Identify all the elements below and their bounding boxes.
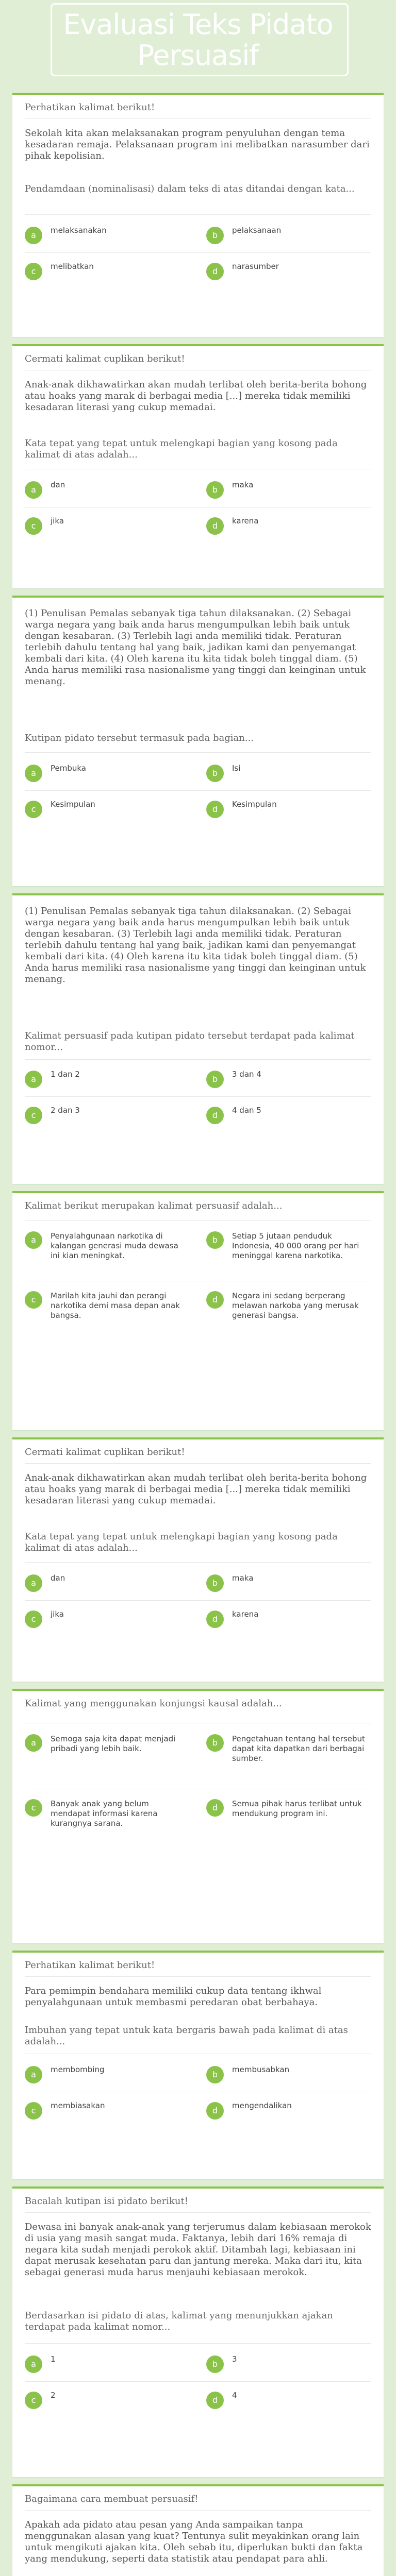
question-title: Cermati kalimat cuplikan berikut!	[25, 353, 185, 364]
question-title: Bagaimana cara membuat persuasif!	[25, 2494, 199, 2504]
question-prompt: Kalimat berikut merupakan kalimat persuasif adalah...	[25, 1200, 283, 1211]
option-d[interactable]: d mengendalikan	[206, 2099, 371, 2123]
option-c[interactable]: c Banyak anak yang belum mendapat informasi karena kurangnya sarana.	[25, 1797, 190, 1849]
option-c[interactable]: c Marilah kita jauhi dan perangi narkotika demi masa depan anak bangsa.	[25, 1289, 190, 1335]
option-c[interactable]: c 2	[25, 2388, 190, 2412]
question-prompt: Kalimat yang menggunakan konjungsi kausal adalah...	[25, 1698, 282, 1709]
option-a[interactable]: a 1 dan 2	[25, 1067, 190, 1091]
option-c[interactable]: c melibatkan	[25, 260, 190, 283]
question-prompt: Kata tepat yang tepat untuk melengkapi bagian yang kosong pada kalimat di atas adalah...	[25, 438, 338, 460]
question-prompt: Kutipan pidato tersebut termasuk pada bagian...	[25, 733, 254, 743]
question-card-2	[12, 344, 384, 588]
option-d[interactable]: d Kesimpulan	[206, 798, 371, 821]
page-title-line-2: Persuasif	[137, 39, 259, 72]
option-d[interactable]: d Semua pihak harus terlibat untuk mendukung program ini.	[206, 1797, 371, 1849]
option-letter-d: d	[206, 263, 224, 280]
option-c[interactable]: c jika	[25, 1607, 190, 1631]
option-a[interactable]: a Semoga saja kita dapat menjadi pribadi yang lebih baik.	[25, 1732, 190, 1784]
option-d[interactable]: d narasumber	[206, 260, 371, 283]
question-prompt: Pendamdaan (nominalisasi) dalam teks di atas ditandai dengan kata...	[25, 183, 355, 194]
question-prompt: Imbuhan yang tepat untuk kata bergaris bawah pada kalimat di atas adalah...	[25, 2025, 348, 2047]
question-prompt: Berdasarkan isi pidato di atas, kalimat yang menunjukkan ajakan terdapat pada kalimat nomor...	[25, 2310, 333, 2332]
question-prompt: Kalimat persuasif pada kutipan pidato tersebut terdapat pada kalimat nomor...	[25, 1030, 355, 1053]
question-card-8	[12, 1951, 384, 2179]
option-a[interactable]: a Penyalahgunaan narkotika di kalangan generasi muda dewasa ini kian meningkat.	[25, 1229, 190, 1276]
option-a[interactable]: a Pembuka	[25, 761, 190, 785]
question-title: Perhatikan kalimat berikut!	[25, 102, 155, 113]
question-card-3	[12, 596, 384, 886]
option-b[interactable]: b maka	[206, 1571, 371, 1595]
option-d[interactable]: d 4	[206, 2388, 371, 2412]
option-d[interactable]: d 4 dan 5	[206, 1104, 371, 1127]
option-letter-c: c	[25, 263, 42, 280]
option-b[interactable]: b Setiap 5 jutaan penduduk Indonesia, 40 000 orang per hari meninggal karena narkotika.	[206, 1229, 371, 1276]
question-passage: Anak-anak dikhawatirkan akan mudah terlibat oleh berita-berita bohong atau hoaks yang marak di berbagai media [...] mereka tidak memiliki kesadaran literasi yang cukup memadai.	[25, 379, 367, 413]
question-card-7	[12, 1689, 384, 1943]
option-a[interactable]: a dan	[25, 1571, 190, 1595]
question-card-9	[12, 2187, 384, 2477]
question-passage: Apakah ada pidato atau pesan yang Anda sampaikan tanpa menggunakan alasan yang kuat? Tentunya sulit meyakinkan orang lain untuk mengikuti ajakan kita. Oleh sebab itu, diperlukan bukti dan fakta yang mendukung, seperti data statistik atau pendapat para ahli.	[25, 2519, 363, 2564]
option-b[interactable]: b 3 dan 4	[206, 1067, 371, 1091]
option-b[interactable]: b 3	[206, 2352, 371, 2376]
option-b[interactable]: b maka	[206, 478, 371, 502]
option-c[interactable]: c jika	[25, 514, 190, 538]
option-b[interactable]: b Isi	[206, 761, 371, 785]
option-letter-a: a	[25, 227, 42, 244]
question-title: Cermati kalimat cuplikan berikut!	[25, 1447, 185, 1458]
option-d[interactable]: d Negara ini sedang berperang melawan narkoba yang merusak generasi bangsa.	[206, 1289, 371, 1335]
question-passage: (1) Penulisan Pemalas sebanyak tiga tahun dilaksanakan. (2) Sebagai warga negara yang baik anda harus mengumpulkan lebih baik untuk dengan kesabaran. (3) Terlebih lagi anda memiliki tidak. Peraturan terlebih dahulu tentang hal yang baik, jadikan kami dan penyemangat kembali dari kita. (4) Oleh karena itu kita tidak boleh tinggal diam. (5) Anda harus memiliki rasa nasionalisme yang tinggi dan keinginan untuk menang.	[25, 608, 366, 687]
page-header	[51, 3, 345, 73]
question-card-5	[12, 1191, 384, 1430]
option-d[interactable]: d karena	[206, 1607, 371, 1631]
question-passage: Para pemimpin bendahara memiliki cukup data tentang ikhwal penyalahgunaan untuk membasmi peredaran obat berbahaya.	[25, 1986, 322, 2008]
question-card-10	[12, 2484, 384, 2576]
question-card-1	[12, 93, 384, 337]
option-c[interactable]: c 2 dan 3	[25, 1104, 190, 1127]
option-letter-b: b	[206, 227, 224, 244]
option-a[interactable]: a melaksanakan	[25, 224, 190, 247]
option-a[interactable]: a 1	[25, 2352, 190, 2376]
question-card-6	[12, 1437, 384, 1682]
question-card-4	[12, 893, 384, 1184]
question-title: Perhatikan kalimat berikut!	[25, 1960, 155, 1971]
question-prompt: Kata tepat yang tepat untuk melengkapi bagian yang kosong pada kalimat di atas adalah...	[25, 1531, 338, 1553]
page-title-line-1: Evaluasi Teks Pidato	[63, 8, 333, 41]
question-passage: (1) Penulisan Pemalas sebanyak tiga tahun dilaksanakan. (2) Sebagai warga negara yang baik anda harus mengumpulkan lebih baik untuk dengan kesabaran. (3) Terlebih lagi anda memiliki tidak. Peraturan terlebih dahulu tentang hal yang baik, jadikan kami dan penyemangat kembali dari kita. (4) Oleh karena itu kita tidak boleh tinggal diam. (5) Anda harus memiliki rasa nasionalisme yang tinggi dan keinginan untuk menang.	[25, 906, 366, 985]
option-b[interactable]: b pelaksanaan	[206, 224, 371, 247]
question-title: Bacalah kutipan isi pidato berikut!	[25, 2196, 188, 2207]
option-a[interactable]: a membombing	[25, 2063, 190, 2087]
question-passage: Anak-anak dikhawatirkan akan mudah terlibat oleh berita-berita bohong atau hoaks yang marak di berbagai media [...] mereka tidak memiliki kesadaran literasi yang cukup memadai.	[25, 1472, 367, 1506]
option-c[interactable]: c membiasakan	[25, 2099, 190, 2123]
question-passage: Sekolah kita akan melaksanakan program penyuluhan dengan tema kesadaran remaja. Pelaksanaan program ini melibatkan narasumber dari pihak kepolisian.	[25, 128, 370, 161]
option-c[interactable]: c Kesimpulan	[25, 798, 190, 821]
option-b[interactable]: b Pengetahuan tentang hal tersebut dapat kita dapatkan dari berbagai sumber.	[206, 1732, 371, 1784]
option-b[interactable]: b membusabkan	[206, 2063, 371, 2087]
option-a[interactable]: a dan	[25, 478, 190, 502]
question-passage: Dewasa ini banyak anak-anak yang terjerumus dalam kebiasaan merokok di usia yang masih sangat muda. Faktanya, lebih dari 16% remaja di negara kita sudah menjadi perokok aktif. Ditambah lagi, kebiasaan ini dapat merusak kesehatan paru dan jantung mereka. Maka dari itu, kita sebagai generasi muda harus menjauhi kebiasaan merokok.	[25, 2222, 371, 2278]
option-d[interactable]: d karena	[206, 514, 371, 538]
